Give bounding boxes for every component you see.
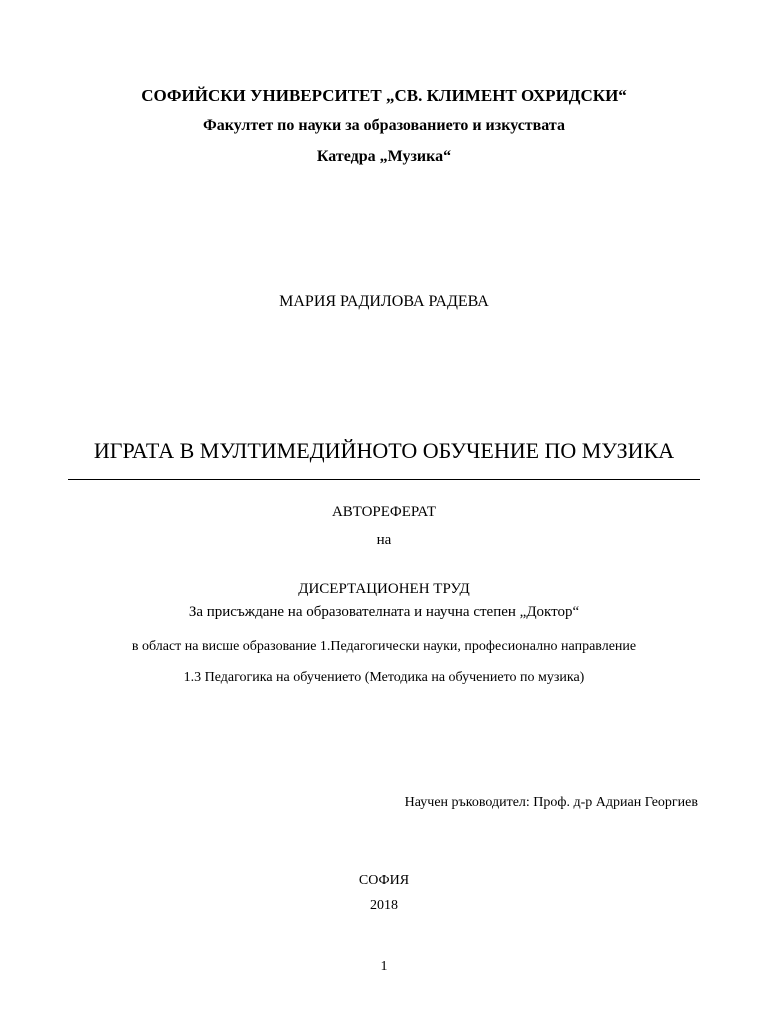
field-statement: в област на висше образование 1.Педагогически науки, професионално направление xyxy=(131,639,637,654)
author-name: МАРИЯ РАДИЛОВА РАДЕВА xyxy=(279,293,489,310)
specialty-statement: 1.3 Педагогика на обучението (Методика на обучението по музика) xyxy=(183,670,585,685)
work-type: ДИСЕРТАЦИОНЕН ТРУД xyxy=(298,581,470,597)
faculty-name: Факултет по науки за образованието и изкуствата xyxy=(203,117,565,134)
page-number: 1 xyxy=(380,959,388,974)
degree-statement: За присъждане на образователната и научна степен „Доктор“ xyxy=(188,604,580,620)
document-type-of: на xyxy=(376,532,392,548)
department-name: Катедра „Музика“ xyxy=(316,148,452,165)
title-divider xyxy=(68,479,700,480)
dissertation-title: ИГРАТА В МУЛТИМЕДИЙНОТО ОБУЧЕНИЕ ПО МУЗИКА xyxy=(93,438,675,463)
university-name: СОФИЙСКИ УНИВЕРСИТЕТ „СВ. КЛИМЕНТ ОХРИДСКИ“ xyxy=(141,86,627,105)
supervisor-line: Научен ръководител: Проф. д-р Адриан Георгиев xyxy=(404,795,698,810)
year: 2018 xyxy=(370,898,398,913)
document-type: АВТОРЕФЕРАТ xyxy=(331,504,437,520)
city: СОФИЯ xyxy=(358,873,410,888)
